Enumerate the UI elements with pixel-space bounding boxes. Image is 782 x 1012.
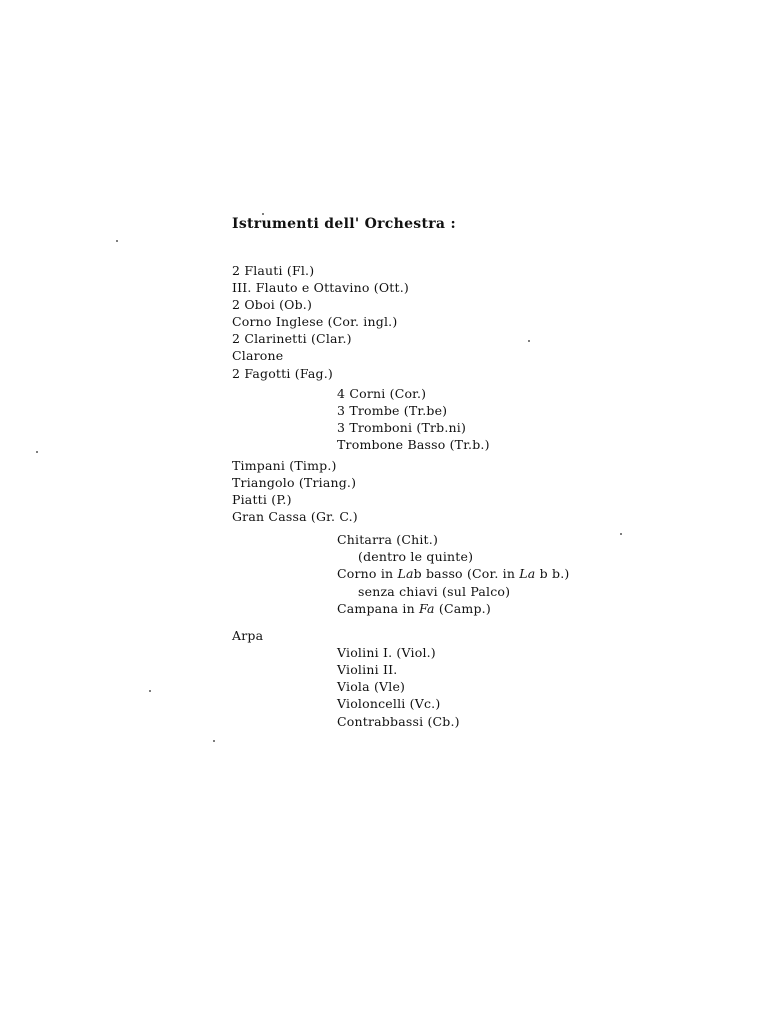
scan-speck — [528, 340, 530, 342]
instrument-gran-cassa: Gran Cassa (Gr. C.) — [232, 509, 358, 524]
instrument-clarone: Clarone — [232, 348, 284, 363]
instrument-campana — [337, 600, 491, 617]
instrument-tromboni: 3 Tromboni (Trb.ni) — [337, 420, 467, 435]
instrument-trombone-basso: Trombone Basso (Tr.b.) — [337, 437, 490, 452]
chitarra-note: (dentro le quinte) — [358, 549, 474, 564]
instrument-fagotti: 2 Fagotti (Fag.) — [232, 366, 333, 381]
campana-key: Fa — [419, 601, 435, 616]
instrument-violini-2: Violini II. — [337, 662, 398, 677]
instrument-corno-inglese: Corno Inglese (Cor. ingl.) — [232, 314, 398, 329]
campana-text-post: (Camp.) — [434, 601, 491, 616]
scan-speck — [36, 451, 38, 453]
instrument-oboi: 2 Oboi (Ob.) — [232, 297, 313, 312]
scan-speck — [262, 213, 264, 215]
corno-text-pre: Corno in — [337, 566, 398, 581]
corno-note: senza chiavi (sul Palco) — [358, 584, 511, 599]
corno-key-2: La — [519, 566, 536, 581]
instrument-clarinetti: 2 Clarinetti (Clar.) — [232, 331, 352, 346]
instrument-flauto-ottavino: III. Flauto e Ottavino (Ott.) — [232, 280, 410, 295]
instrument-chitarra: Chitarra (Chit.) — [337, 532, 439, 547]
corno-text-mid: b basso (Cor. in — [413, 566, 520, 581]
instrument-triangolo: Triangolo (Triang.) — [232, 475, 357, 490]
campana-text-pre: Campana in — [337, 601, 420, 616]
scan-speck — [620, 533, 622, 535]
corno-text-post: b b.) — [535, 566, 570, 581]
instrument-contrabbassi: Contrabbassi (Cb.) — [337, 714, 460, 729]
instrument-arpa: Arpa — [232, 628, 264, 643]
scan-speck — [149, 690, 151, 692]
instrument-violoncelli: Violoncelli (Vc.) — [337, 696, 441, 711]
instrument-timpani: Timpani (Timp.) — [232, 458, 337, 473]
instrument-flauti: 2 Flauti (Fl.) — [232, 263, 315, 278]
page-title: Istrumenti dell' Orchestra : — [232, 216, 456, 232]
instrument-viola: Viola (Vle) — [337, 679, 406, 694]
scan-speck — [116, 240, 118, 242]
corno-key: La — [397, 566, 414, 581]
instrument-corno-la-basso — [337, 565, 569, 582]
instrument-piatti: Piatti (P.) — [232, 492, 292, 507]
instrument-trombe: 3 Trombe (Tr.be) — [337, 403, 448, 418]
instrument-corni: 4 Corni (Cor.) — [337, 386, 427, 401]
scan-speck — [213, 740, 215, 742]
instrument-violini-1: Violini I. (Viol.) — [337, 645, 436, 660]
